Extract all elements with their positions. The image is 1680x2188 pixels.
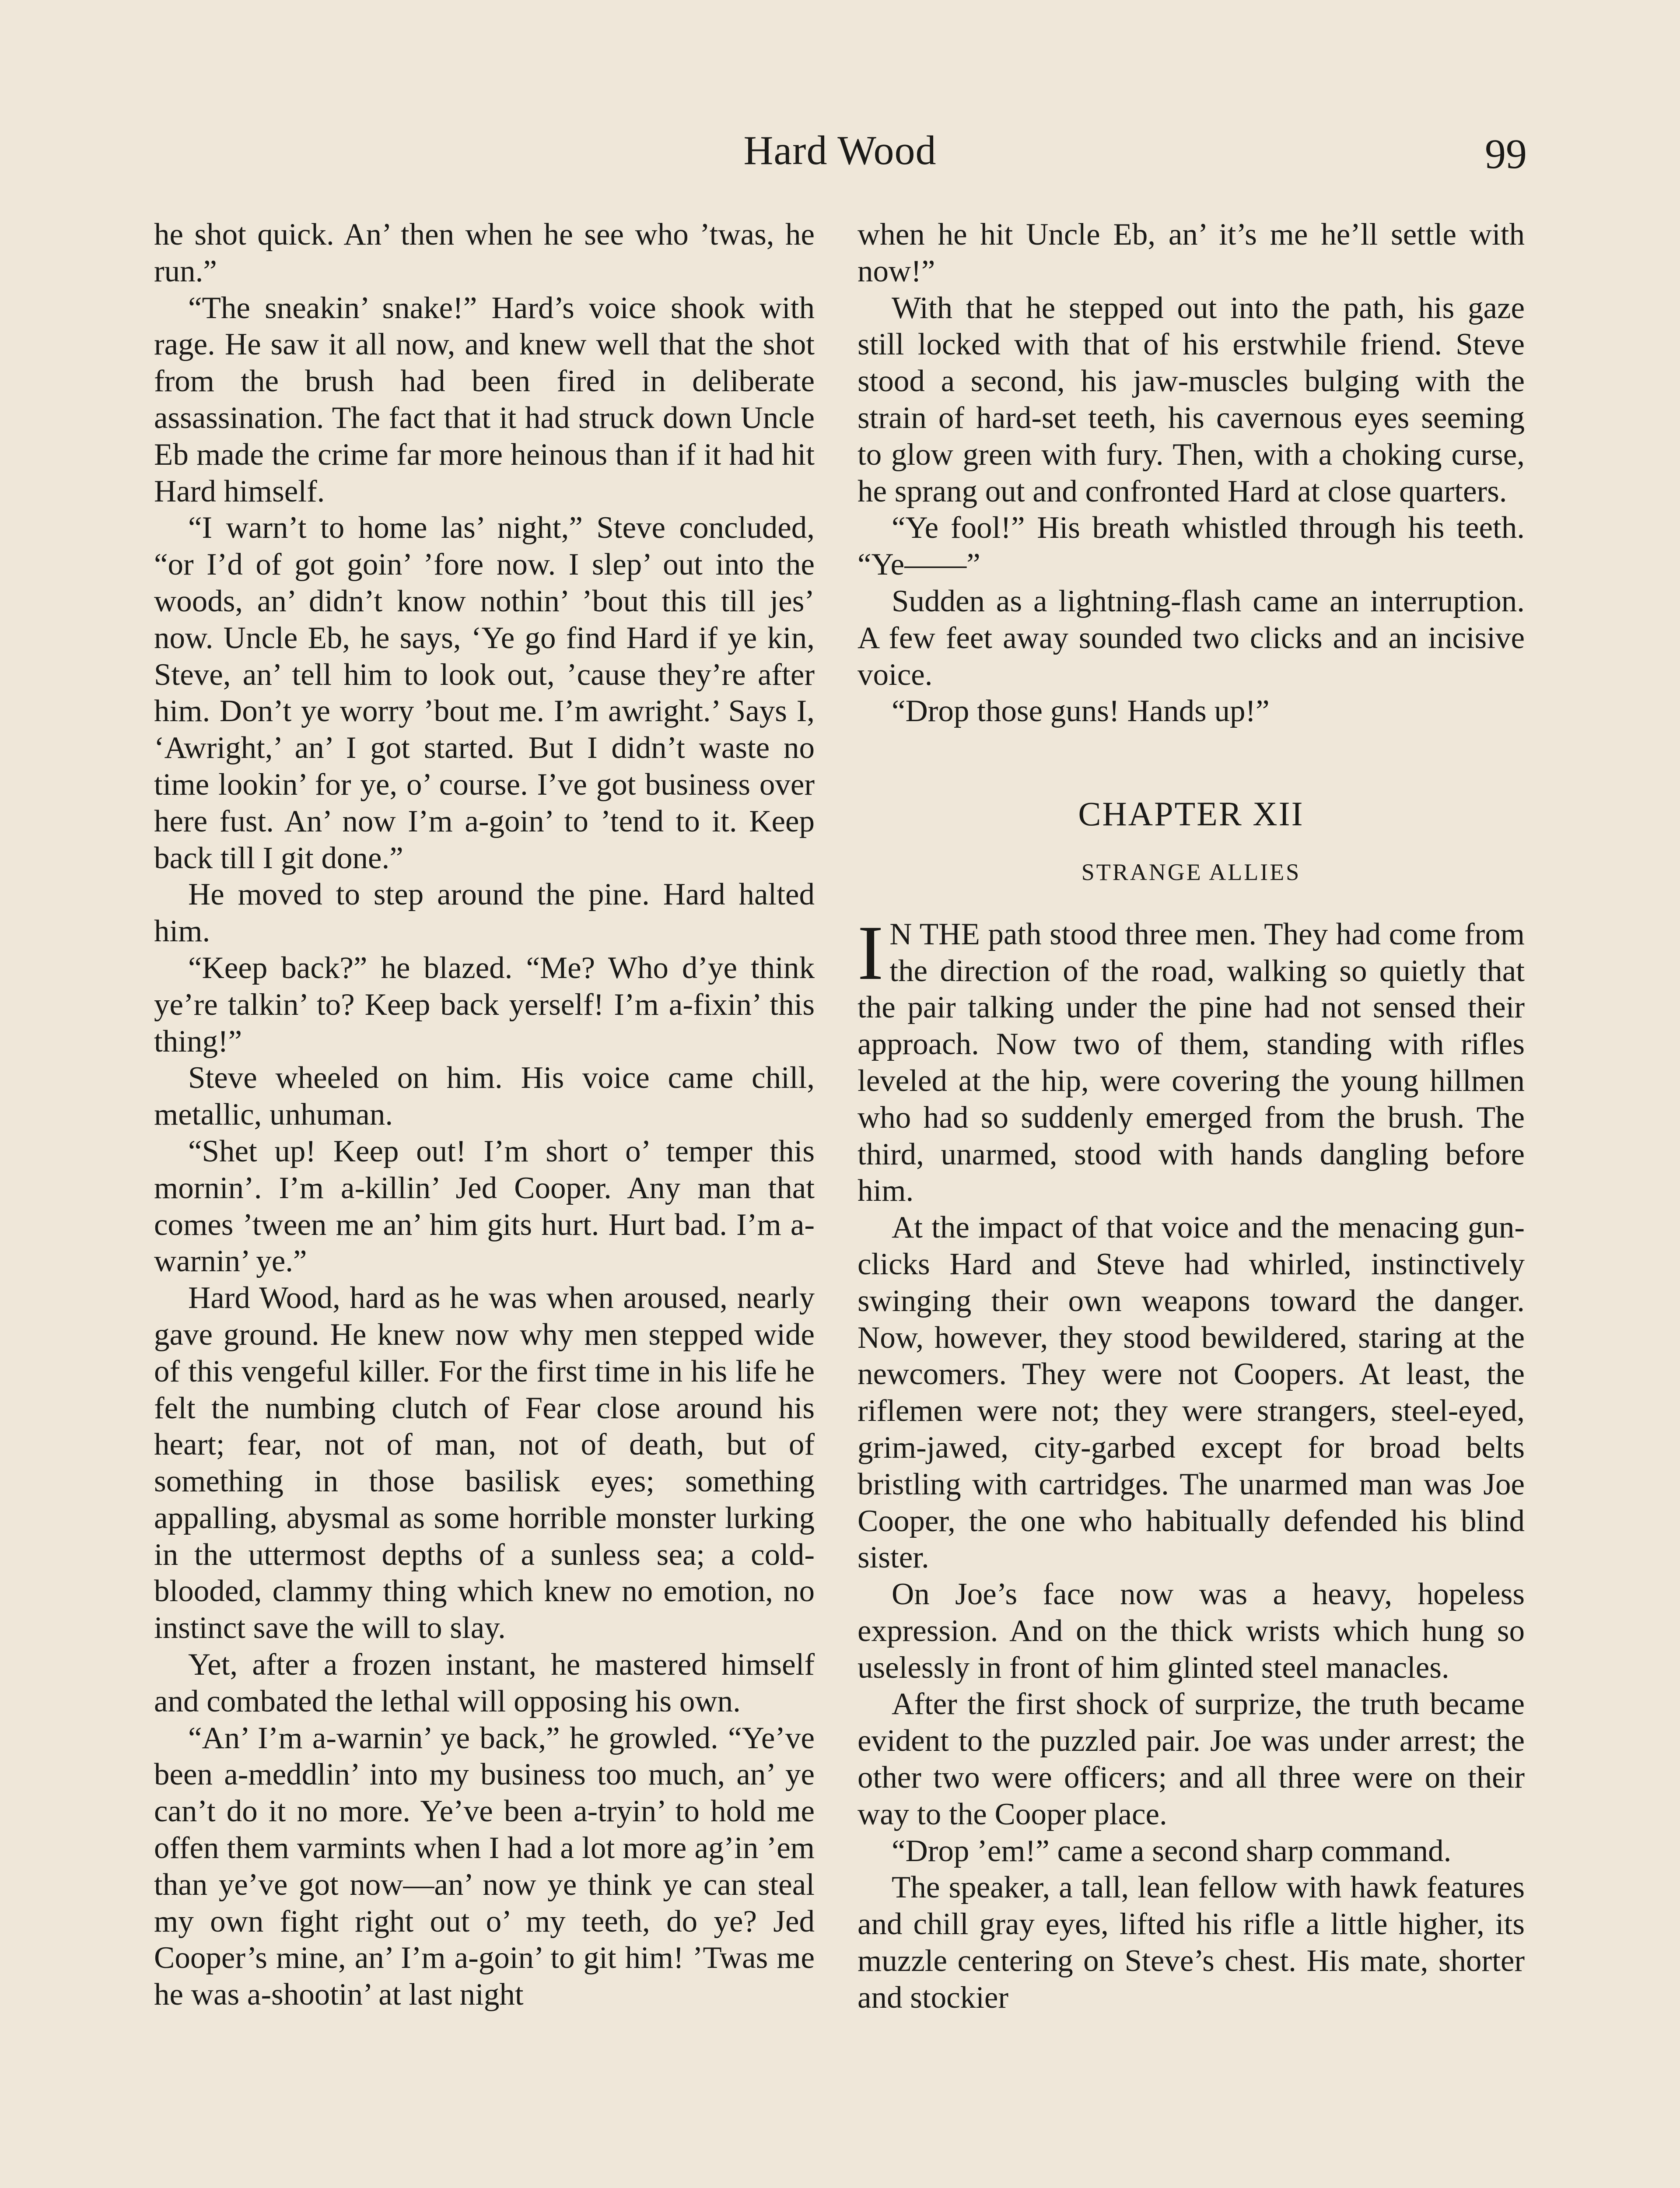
paragraph: “Shet up! Keep out! I’m short o’ temper this mornin’. I’m a-killin’ Jed Cooper. Any man that comes ’tween me an’ him gits hurt. Hurt bad. I’m a-warnin’ ye.” (154, 1134, 815, 1279)
chapter-opening-paragraph (858, 909, 1525, 1210)
running-header-title: Hard Wood (743, 128, 937, 173)
paragraph: Sudden as a lightning-flash came an interruption. A few feet away sounded two clicks and an incisive voice. (858, 584, 1525, 692)
paragraph: “Keep back?” he blazed. “Me? Who d’ye think ye’re talkin’ to? Keep back yerself! I’m a-fixin’ this thing!” (154, 950, 815, 1059)
paragraph: The speaker, a tall, lean fellow with hawk features and chill gray eyes, lifted his rifle a little higher, its muzzle centering on Steve’s chest. His mate, shorter and stockier (858, 1870, 1525, 2015)
paragraph: “Drop ’em!” came a second sharp command. (892, 1834, 1452, 1868)
left-column (154, 217, 815, 2013)
paragraph: “The sneakin’ snake!” Hard’s voice shook with rage. He saw it all now, and knew well that the shot from the brush had been fired in deliberate assassination. The fact that it had struck down Uncle Eb made the crime far more heinous than if it had hit Hard himself. (154, 291, 815, 508)
paragraph: “Drop those guns! Hands up!” (892, 694, 1270, 729)
paragraph: With that he stepped out into the path, his gaze still locked with that of his erstwhile friend. Steve stood a second, his jaw-muscles bulging with the strain of hard-set teeth, his cavernous eyes seeming to glow green with fury. Then, with a choking curse, he sprang out and confronted Hard at close quarters. (858, 291, 1525, 508)
paragraph: “I warn’t to home las’ night,” Steve concluded, “or I’d of got goin’ ’fore now. I slep’ out into the woods, an’ didn’t know nothin’ ’bout this till jes’ now. Uncle Eb, he says, ‘Ye go find Hard if ye kin, Steve, an’ tell him to look out, ’cause they’re after him. Don’t ye worry ’bout me. I’m awright.’ Says I, ‘Awright,’ an’ I got started. But I didn’t waste no time lookin’ for ye, o’ course. I’ve got business over here fust. An’ now I’m a-goin’ to ’tend to it. Keep back till I git done.” (154, 511, 815, 875)
paragraph: He moved to step around the pine. Hard halted him. (154, 877, 815, 949)
paragraph: Hard Wood, hard as he was when aroused, nearly gave ground. He knew now why men stepped wide of this vengeful killer. For the first time in his life he felt the numbing clutch of Fear close around his heart; fear, not of man, not of death, but of something in those basilisk eyes; something appalling, abysmal as some horrible monster lurking in the uttermost depths of a sunless sea; a cold-blooded, clammy thing which knew no emotion, no instinct save the will to slay. (154, 1281, 815, 1645)
paragraph: After the first shock of surprize, the truth became evident to the puzzled pair. Joe was under arrest; the other two were officers; and all three were on their way to the Cooper place. (858, 1687, 1525, 1831)
chapter-title: CHAPTER XII (1078, 795, 1304, 833)
paragraph: “An’ I’m a-warnin’ ye back,” he growled. “Ye’ve been a-meddlin’ into my business too much, an’ ye can’t do it no more. Ye’ve been a-tryin’ to hold me offen them varmints when I had a lot more ag’in ’em than ye’ve got now—an’ now ye think ye can steal my own fight right out o’ my teeth, do ye? Jed Cooper’s mine, an’ I’m a-goin’ to git him! ’Twas me he was a-shootin’ at last night (154, 1721, 815, 2012)
paragraph: “Ye fool!” His breath whistled through his teeth. “Ye——” (858, 511, 1525, 582)
paragraph: Yet, after a frozen instant, he mastered himself and combated the lethal will opposing his own. (154, 1648, 815, 1718)
chapter-subtitle: STRANGE ALLIES (1081, 859, 1301, 885)
opening-text: N THE path stood three men. They had come from the direction of the road, walking so quietly that the pair talking under the pine had not sensed their approach. Now two of them, standing with rifles leveled at the hip, were covering the young hillmen who had so suddenly emerged from the brush. The third, unarmed, stood with hands dangling before him. (858, 917, 1525, 1208)
page-number: 99 (1485, 130, 1527, 177)
drop-cap: I (858, 909, 884, 996)
paragraph: On Joe’s face now was a heavy, hopeless expression. And on the thick wrists which hung so uselessly in front of him glinted steel manacles. (858, 1577, 1525, 1685)
paragraph: Steve wheeled on him. His voice came chill, metallic, unhuman. (154, 1061, 815, 1132)
paragraph: At the impact of that voice and the menacing gun-clicks Hard and Steve had whirled, instinctively swinging their own weapons toward the danger. Now, however, they stood bewildered, staring at the newcomers. They were not Coopers. At least, the riflemen were not; they were strangers, steel-eyed, grim-jawed, city-garbed except for broad belts bristling with cartridges. The unarmed man was Joe Cooper, the one who habitually defended his blind sister. (858, 1210, 1525, 1575)
paragraph: when he hit Uncle Eb, an’ it’s me he’ll settle with now!” (858, 217, 1525, 288)
paragraph: he shot quick. An’ then when he see who ’twas, he run.” (154, 217, 815, 288)
right-column (858, 217, 1525, 2016)
